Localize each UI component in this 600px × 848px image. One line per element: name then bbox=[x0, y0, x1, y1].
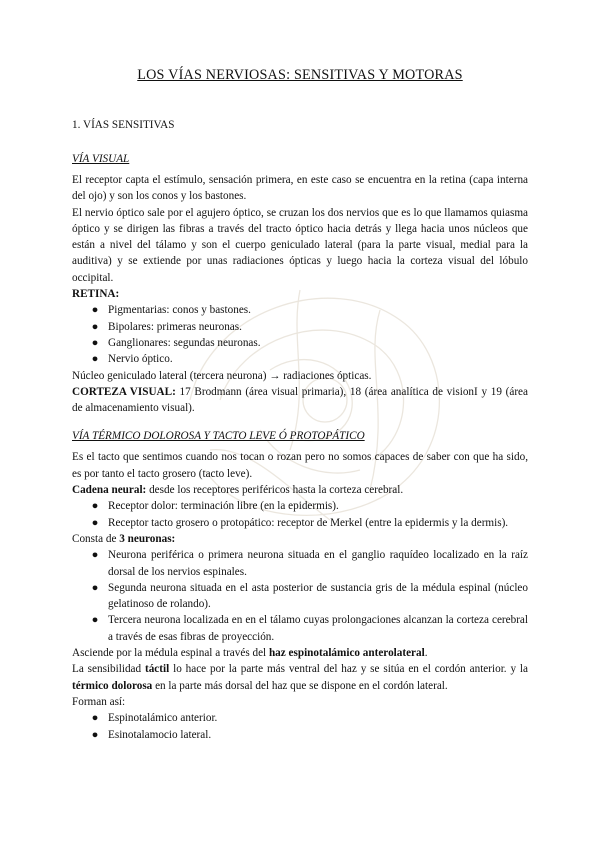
retina-label-line bbox=[72, 286, 528, 302]
paragraph-tacto-grosero: Es el tacto que sentimos cuando nos tocan o rozan pero no somos capaces de saber con que ha sido, es por tanto el tacto grosero (tacto leve). bbox=[72, 451, 528, 480]
bullet-icon: ● bbox=[91, 516, 99, 529]
bullet-icon: ● bbox=[91, 320, 99, 333]
subheading-via-termico-dolorosa: VÍA TÉRMICO DOLOROSA Y TACTO LEVE Ó PROTOPÁTICO bbox=[72, 430, 365, 443]
paragraph-receptor: El receptor capta el estímulo, sensación primera, en este caso se encuentra en la retina (capa interna del ojo) y son los conos y los bastones. bbox=[72, 174, 528, 203]
subheading-via-visual: VÍA VISUAL bbox=[72, 153, 130, 165]
list-item: ● Ganglionares: segundas neuronas. bbox=[72, 335, 528, 351]
paragraph-consta: Consta de 3 neuronas: bbox=[72, 532, 176, 545]
paragraph-cadena-neural: Cadena neural: desde los receptores periféricos hasta la corteza cerebral. bbox=[72, 484, 404, 497]
bullet-icon: ● bbox=[91, 712, 99, 725]
paragraph-asciende: Asciende por la médula espinal a través del haz espinotalámico anterolateral. bbox=[72, 647, 428, 660]
bullet-icon: ● bbox=[91, 581, 99, 594]
bullet-icon: ● bbox=[91, 614, 99, 627]
list-item: ● Espinotalámico anterior. bbox=[72, 710, 528, 726]
receptor-list bbox=[72, 498, 528, 531]
list-item: ● Receptor tacto grosero o protopático: receptor de Merkel (entre la epidermis y la dermis). bbox=[72, 515, 528, 531]
bullet-icon: ● bbox=[91, 728, 99, 741]
list-item: ● Pigmentarias: conos y bastones. bbox=[72, 302, 528, 318]
paragraph-corteza-visual: CORTEZA VISUAL: 17 Brodmann (área visual primaria), 18 (área analítica de visionI y 19 (área de almacenamiento visual). bbox=[72, 385, 528, 415]
paragraph-nervio-optico: El nervio óptico sale por el agujero óptico, se cruzan los dos nervios que es lo que llamamos quiasma óptico y se dirigen las fibras a través del tracto óptico hacia detrás y llega hacia unos núcleos que están a nivel del tálamo y son el cuerpo geniculado lateral (para la parte visual, medial para la auditiva) y se extiende por unas radiaciones ópticas y luego hacia la corteza visual del lóbulo occipital. bbox=[72, 206, 528, 284]
list-item: ● Tercera neurona localizada en en el tálamo cuyas prolongaciones alcanzan la corteza cerebral a través de esas fibras de proyección. bbox=[72, 612, 528, 645]
bullet-icon: ● bbox=[91, 500, 99, 513]
neurona-list bbox=[72, 547, 528, 645]
retina-label: RETINA: bbox=[72, 288, 120, 301]
paragraph-forman: Forman así: bbox=[72, 695, 126, 708]
section-heading-vias-sensitivas: 1. VÍAS SENSITIVAS bbox=[72, 119, 175, 131]
paragraph-nucleo-geniculado: Núcleo geniculado lateral (tercera neurona) → radiaciones ópticas. bbox=[72, 369, 372, 382]
page-title: LOS VÍAS NERVIOSAS: SENSITIVAS Y MOTORAS bbox=[137, 67, 463, 83]
forman-list bbox=[72, 710, 528, 743]
bullet-icon: ● bbox=[91, 353, 99, 366]
list-item: ● Nervio óptico. bbox=[72, 351, 528, 367]
list-item: ● Segunda neurona situada en el asta posterior de sustancia gris de la médula espinal (núcleo gelatinoso de rolando). bbox=[72, 580, 528, 613]
paragraph-sensibilidad: La sensibilidad táctil lo hace por la parte más ventral del haz y se sitúa en el cordón anterior. y la térmico dolorosa en la parte más dorsal del haz que se dispone en el cordón lateral. bbox=[72, 663, 529, 692]
list-item: ● Esinotalamocio lateral. bbox=[72, 727, 528, 743]
list-item: ● Receptor dolor: terminación libre (en la epidermis). bbox=[72, 498, 528, 514]
bullet-icon: ● bbox=[91, 304, 99, 317]
cadena-neural-label: Cadena neural: bbox=[72, 484, 147, 497]
bullet-icon: ● bbox=[91, 336, 99, 349]
document-content bbox=[72, 66, 528, 743]
retina-list bbox=[72, 302, 528, 367]
list-item: ● Bipolares: primeras neuronas. bbox=[72, 319, 528, 335]
corteza-visual-label: CORTEZA VISUAL: bbox=[72, 385, 176, 398]
list-item: ● Neurona periférica o primera neurona situada en el ganglio raquídeo localizado en la raíz dorsal de los nervios espinales. bbox=[72, 547, 528, 580]
bullet-icon: ● bbox=[91, 549, 99, 562]
